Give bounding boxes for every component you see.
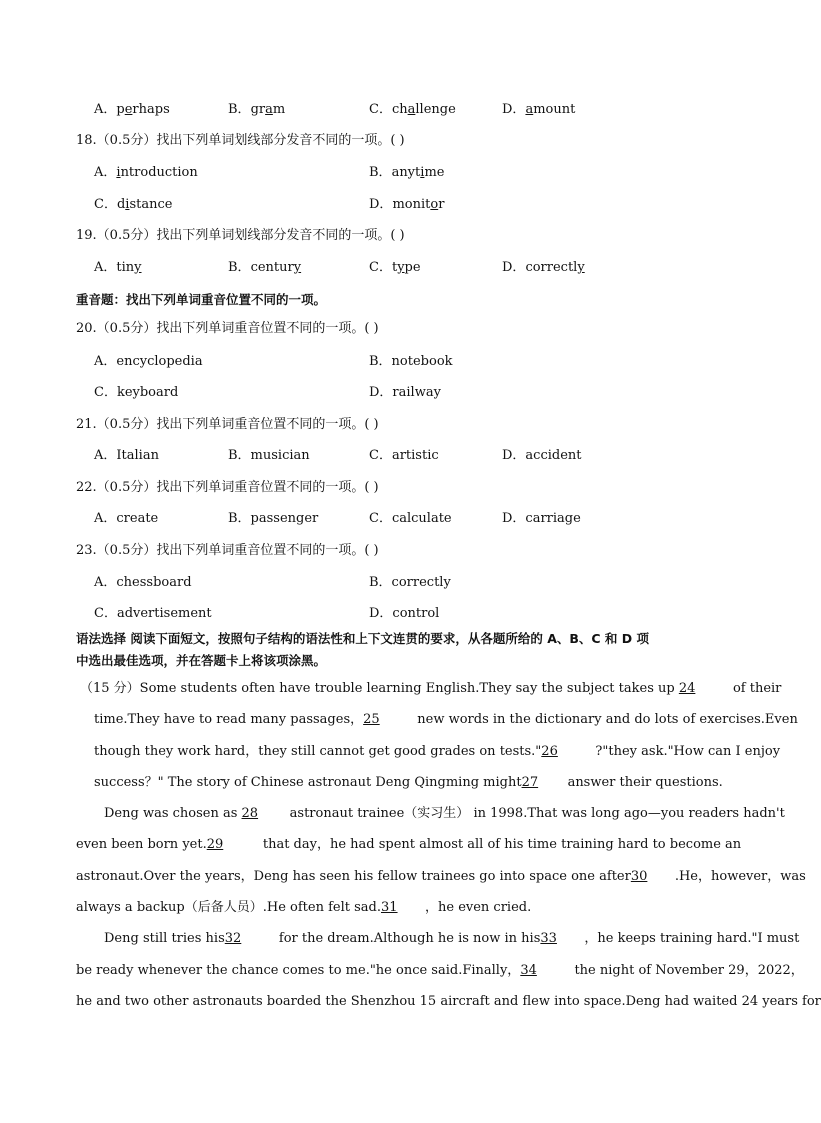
section-heading-stress: 重音题：找出下列单词重音位置不同的一项。 [76, 292, 327, 307]
q23-option-c: C．advertisement [94, 606, 212, 621]
q17-option-c: C．challenge [369, 102, 456, 117]
passage-line: astronaut.Over the years，Deng has seen his fellow trainees go into space one after30 .He，however，was [76, 861, 718, 892]
q18-option-b: B．anytime [369, 165, 445, 180]
passage-line: always a backup（后备人员）.He often felt sad.31 ，he even cried. [76, 892, 718, 923]
q20-option-c: C．keyboard [94, 385, 179, 400]
q23-stem: 23.（0.5分）找出下列单词重音位置不同的一项。( ) [76, 543, 379, 558]
q23-option-a: A．chessboard [94, 575, 192, 590]
q17-option-a: A．perhaps [94, 102, 170, 117]
q19-option-b: B．century [228, 260, 302, 275]
passage-line: though they work hard，they still cannot get good grades on tests."26 ?"they ask."How can I enjoy [76, 736, 718, 767]
passage-line: even been born yet.29 that day，he had spent almost all of his time training hard to become an [76, 829, 718, 860]
passage-line: success？" The story of Chinese astronaut Deng Qingming might27 answer their questions. [76, 767, 718, 798]
q22-option-c: C．calculate [369, 511, 452, 526]
section-heading-grammar-line1: 语法选择 阅读下面短文，按照句子结构的语法性和上下文连贯的要求，从各题所给的 A、B、C 和 D 项 [76, 631, 650, 646]
passage-line: be ready whenever the chance comes to me."he once said.Finally，34 the night of November 29，2022， [76, 955, 718, 986]
blank-31[interactable]: 31 [381, 900, 398, 916]
passage-line: Deng still tries his32 for the dream.Although he is now in his33 ，he keeps training hard."I must [76, 923, 718, 954]
passage-line: （15 分）Some students often have trouble learning English.They say the subject takes up 24 of their [76, 673, 718, 704]
q19-option-c: C．type [369, 260, 421, 275]
blank-33[interactable]: 33 [540, 931, 557, 947]
q21-stem: 21.（0.5分）找出下列单词重音位置不同的一项。( ) [76, 417, 379, 432]
passage-line: time.They have to read many passages，25 new words in the dictionary and do lots of exercises.Even [76, 704, 718, 735]
q19-option-d: D．correctly [502, 260, 585, 275]
q17-option-d: D．amount [502, 102, 576, 117]
q21-option-d: D．accident [502, 448, 582, 463]
q22-option-b: B．passenger [228, 511, 319, 526]
q18-option-a: A．introduction [94, 165, 198, 180]
blank-32[interactable]: 32 [224, 931, 242, 947]
q18-option-c: C．distance [94, 197, 173, 212]
passage-line: he and two other astronauts boarded the Shenzhou 15 aircraft and flew into space.Deng had waited 24 years for [76, 993, 821, 1009]
q23-option-b: B．correctly [369, 575, 451, 590]
q18-option-d: D．monitor [369, 197, 445, 212]
blank-27[interactable]: 27 [521, 774, 539, 790]
passage-line: Deng was chosen as 28 astronaut trainee（实习生） in 1998.That was long ago—you readers hadn't [76, 798, 718, 829]
q19-option-a: A．tiny [94, 260, 142, 275]
blank-25[interactable]: 25 [363, 712, 380, 728]
q17-option-b: B．gram [228, 102, 286, 117]
q21-option-a: A．Italian [94, 448, 159, 463]
q23-option-d: D．control [369, 606, 440, 621]
q20-stem: 20.（0.5分）找出下列单词重音位置不同的一项。( ) [76, 321, 379, 336]
q22-stem: 22.（0.5分）找出下列单词重音位置不同的一项。( ) [76, 480, 379, 495]
section-heading-grammar-line2: 中选出最佳选项，并在答题卡上将该项涂黑。 [76, 653, 327, 668]
blank-30[interactable]: 30 [630, 868, 648, 884]
blank-28[interactable]: 28 [241, 806, 259, 822]
q18-stem: 18.（0.5分）找出下列单词划线部分发音不同的一项。( ) [76, 133, 405, 148]
blank-26[interactable]: 26 [541, 743, 558, 759]
blank-29[interactable]: 29 [206, 837, 224, 853]
q22-option-d: D．carriage [502, 511, 581, 526]
blank-34[interactable]: 34 [520, 962, 537, 978]
q20-option-d: D．railway [369, 385, 441, 400]
q20-option-a: A．encyclopedia [94, 354, 203, 369]
q22-option-a: A．create [94, 511, 159, 526]
q20-option-b: B．notebook [369, 354, 453, 369]
passage [76, 673, 821, 1017]
q21-option-c: C．artistic [369, 448, 439, 463]
q21-option-b: B．musician [228, 448, 310, 463]
blank-24[interactable]: 24 [678, 681, 696, 696]
q19-stem: 19.（0.5分）找出下列单词划线部分发音不同的一项。( ) [76, 228, 405, 243]
